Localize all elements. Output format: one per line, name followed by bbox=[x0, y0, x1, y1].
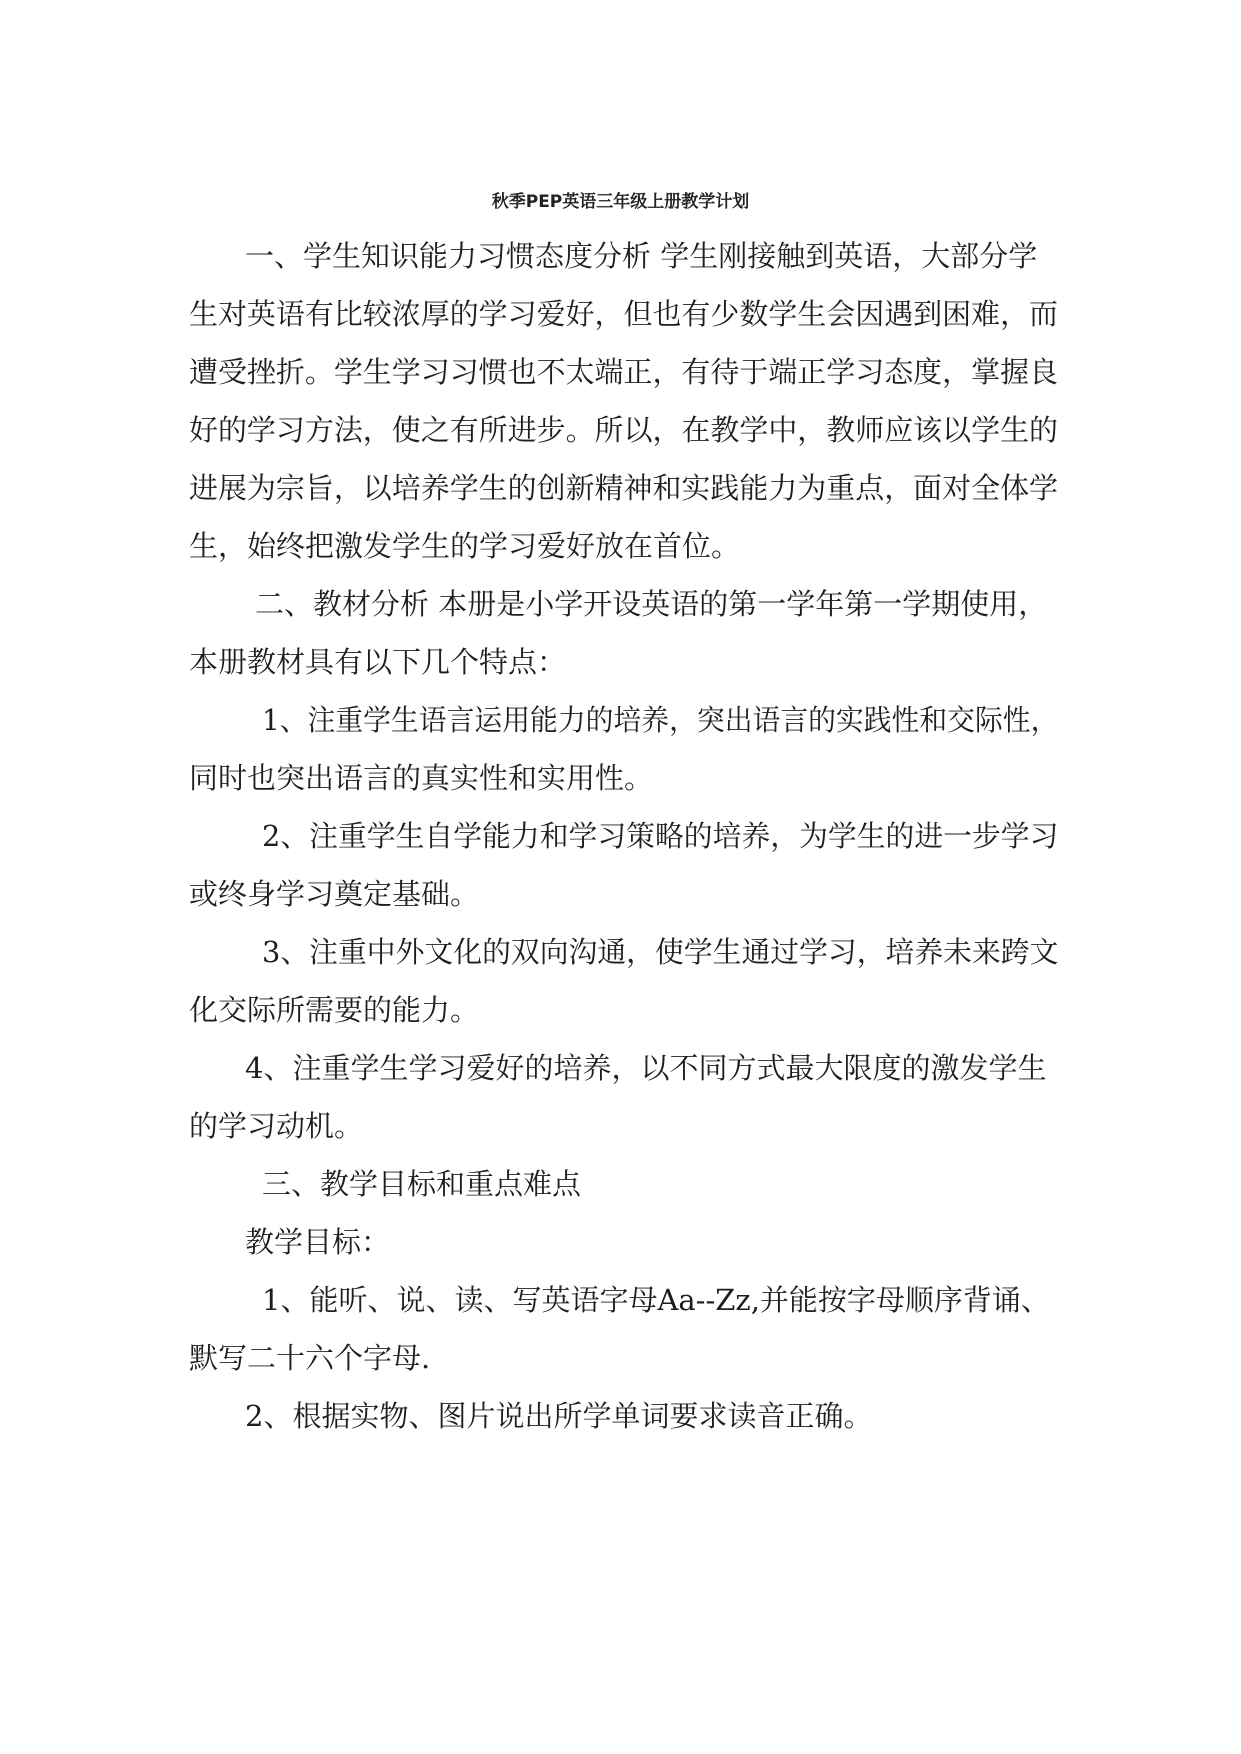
text-line: 化交际所需要的能力。 bbox=[189, 993, 480, 1027]
text-line: 同时也突出语言的真实性和实用性。 bbox=[189, 761, 654, 795]
text-line: 3、注重中外文化的双向沟通，使学生通过学习，培养未来跨文 bbox=[262, 935, 1059, 969]
document-title: 秋季PEP英语三年级上册教学计划 bbox=[491, 192, 750, 212]
text-line: 2、注重学生自学能力和学习策略的培养，为学生的进一步学习 bbox=[262, 819, 1059, 853]
text-line: 默写二十六个字母. bbox=[189, 1341, 431, 1375]
text-line: 二、教材分析 本册是小学开设英语的第一学年第一学期使用， bbox=[255, 587, 1048, 621]
section-heading: 三、教学目标和重点难点 bbox=[262, 1167, 582, 1201]
text-line: 遭受挫折。学生学习习惯也不太端正，有待于端正学习态度，掌握良 bbox=[189, 355, 1059, 389]
text-line: 进展为宗旨，以培养学生的创新精神和实践能力为重点，面对全体学 bbox=[189, 471, 1059, 505]
text-line: 一、学生知识能力习惯态度分析 学生刚接触到英语，大部分学 bbox=[245, 239, 1038, 273]
text-line: 1、能听、说、读、写英语字母Aa--Zz,并能按字母顺序背诵、 bbox=[262, 1283, 1050, 1317]
text-line: 或终身学习奠定基础。 bbox=[189, 877, 480, 911]
text-line: 好的学习方法，使之有所进步。所以，在教学中，教师应该以学生的 bbox=[189, 413, 1059, 447]
text-line: 的学习动机。 bbox=[189, 1109, 364, 1143]
subsection-heading: 教学目标： bbox=[245, 1225, 391, 1259]
text-line: 生对英语有比较浓厚的学习爱好，但也有少数学生会因遇到困难，而 bbox=[189, 297, 1059, 331]
text-line: 2、根据实物、图片说出所学单词要求读音正确。 bbox=[245, 1399, 873, 1433]
text-line: 生，始终把激发学生的学习爱好放在首位。 bbox=[189, 529, 741, 563]
text-line: 1、注重学生语言运用能力的培养，突出语言的实践性和交际性， bbox=[262, 703, 1059, 737]
text-line: 本册教材具有以下几个特点： bbox=[189, 645, 567, 679]
text-line: 4、注重学生学习爱好的培养，以不同方式最大限度的激发学生 bbox=[245, 1051, 1047, 1085]
